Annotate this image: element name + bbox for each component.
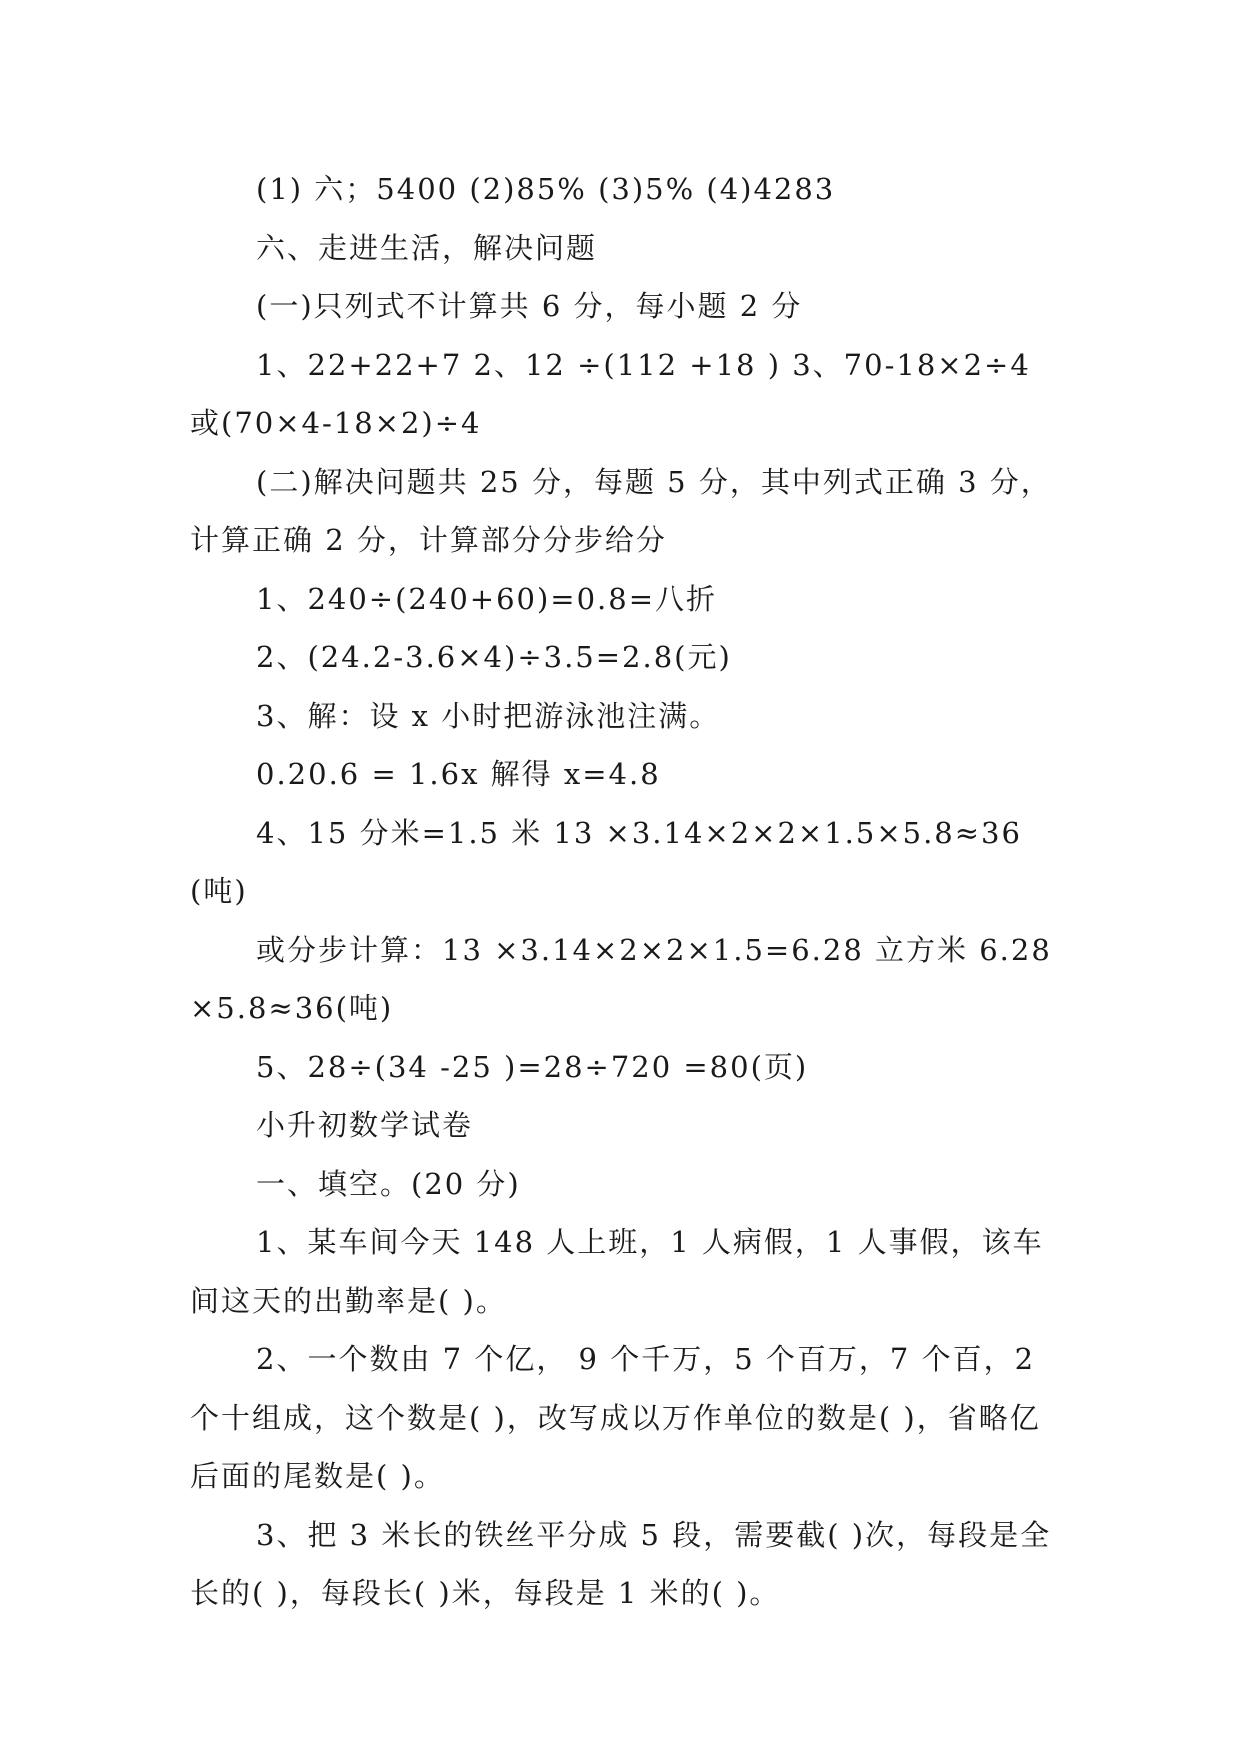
document-body — [190, 160, 1060, 1623]
answer-line-4: 4、15 分米=1.5 米 13 ×3.14×2×2×1.5×5.8≈36(吨) — [190, 815, 1022, 908]
answer-line-3-solution: 0.20.6 = 1.6x 解得 x=4.8 — [256, 757, 661, 791]
answer-line-formulas: 1、22+22+7 2、12 ÷(112 +18 ) 3、70-18×2÷4 或(70×4-18×2)÷4 — [190, 347, 1042, 440]
question-3: 3、把 3 米长的铁丝平分成 5 段，需要截( )次，每段是全长的( )，每段长( )米，每段是 1 米的( )。 — [190, 1517, 1052, 1610]
subsection-heading-formula-only: (一)只列式不计算共 6 分，每小题 2 分 — [256, 289, 803, 323]
exam-title: 小升初数学试卷 — [256, 1108, 474, 1142]
answer-line-3: 3、解：设 x 小时把游泳池注满。 — [256, 698, 721, 733]
answer-line-1: 1、240÷(240+60)=0.8=八折 — [256, 581, 717, 616]
answer-line-fill-blank: (1) 六；5400 (2)85% (3)5% (4)4283 — [256, 172, 836, 206]
subsection-heading-problem-solving: (二)解决问题共 25 分，每题 5 分，其中列式正确 3 分，计算正确 2 分，计算部分分步给分 — [190, 464, 1052, 557]
answer-line-2: 2、(24.2-3.6×4)÷3.5=2.8(元) — [256, 640, 732, 674]
section-heading-life-problems: 六、走进生活，解决问题 — [256, 230, 598, 265]
question-2: 2、一个数由 7 个亿， 9 个千万，5 个百万，7 个百，2 个十组成，这个数是( )，改写成以万作单位的数是( )，省略亿后面的尾数是( )。 — [190, 1342, 1047, 1493]
question-1: 1、某车间今天 148 人上班，1 人病假，1 人事假，该车间这天的出勤率是( )。 — [190, 1225, 1044, 1318]
section-heading-fill-blank: 一、填空。(20 分) — [256, 1166, 521, 1201]
answer-line-4-alternative: 或分步计算：13 ×3.14×2×2×1.5=6.28 立方米 6.28×5.8≈36(吨) — [190, 932, 1052, 1025]
answer-line-5: 5、28÷(34 -25 )=28÷720 =80(页) — [256, 1049, 809, 1084]
